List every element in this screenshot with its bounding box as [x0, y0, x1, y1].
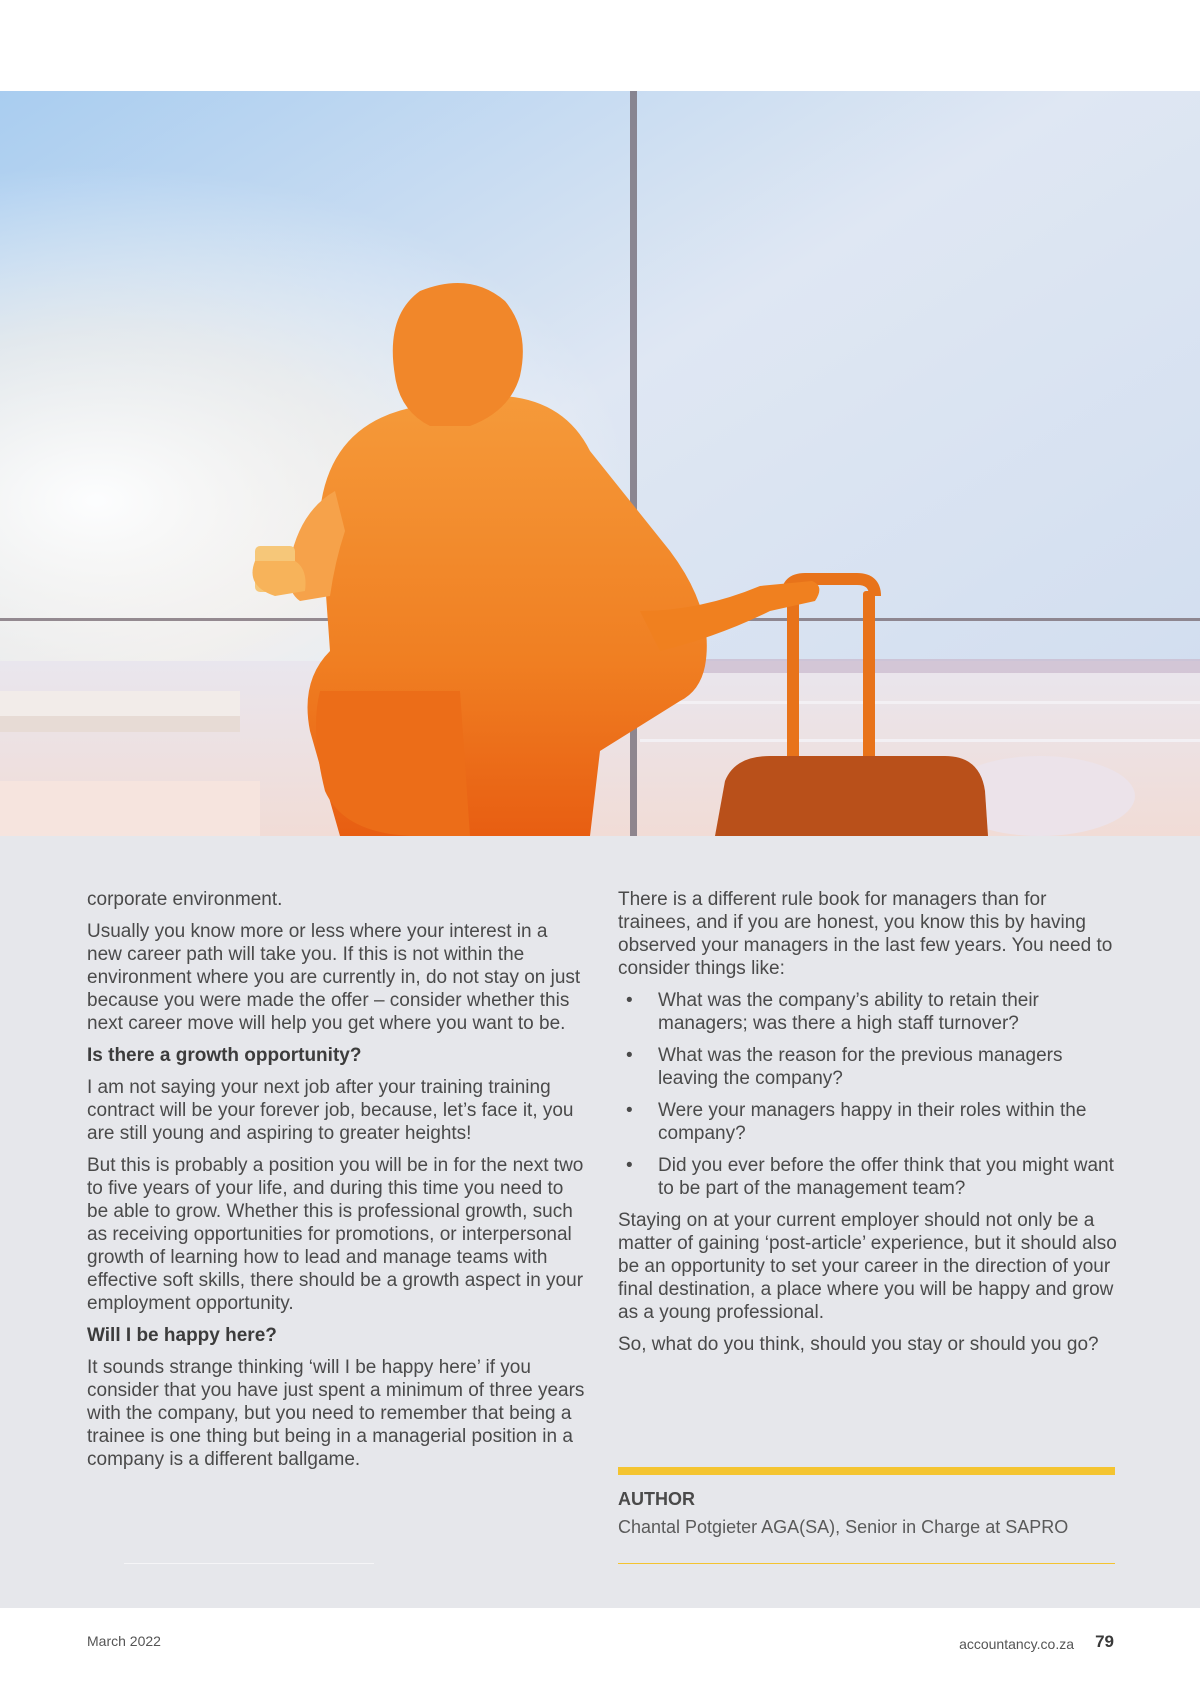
paragraph: There is a different rule book for managers than for trainees, and if you are honest, you know this by having observed your managers in the last few years. You need to consider things like:	[618, 889, 1113, 979]
list-item	[618, 1154, 1118, 1200]
hero-photo	[0, 91, 1200, 836]
list-item	[618, 989, 1118, 1035]
paragraph: It sounds strange thinking ‘will I be happy here’ if you consider that you have just spent a minimum of three years with the company, but you need to remember that being a trainee is one thing but being in a managerial position in a company is a different ballgame.	[87, 1357, 585, 1470]
page-number: 79	[1095, 1632, 1114, 1651]
list-item-text: What was the reason for the previous managers leaving the company?	[658, 1045, 1063, 1089]
considerations-list	[618, 989, 1118, 1200]
paragraph: Usually you know more or less where your interest in a new career path will take you. If this is not within the environment where you are currently in, do not stay on just because you were made the offer – consider whether this next career move will help you get where you want to be.	[87, 921, 581, 1034]
author-accent-bar	[618, 1467, 1115, 1475]
section-heading-happy: Will I be happy here?	[87, 1325, 277, 1346]
left-column	[87, 888, 587, 1480]
bullet-icon: •	[626, 990, 633, 1011]
paragraph: corporate environment.	[87, 889, 283, 910]
author-name: Chantal Potgieter AGA(SA), Senior in Charge at SAPRO	[618, 1517, 1069, 1537]
traveller-silhouette-illustration	[0, 91, 1200, 836]
bullet-icon: •	[626, 1100, 633, 1121]
right-column	[618, 888, 1118, 1365]
divider	[124, 1563, 374, 1564]
author-label: AUTHOR	[618, 1489, 695, 1509]
article-body	[0, 836, 1200, 1608]
list-item-text: Were your managers happy in their roles within the company?	[658, 1100, 1087, 1144]
paragraph: Staying on at your current employer should not only be a matter of gaining ‘post-article’ experience, but it should also be an opportunity to set your career in the direction of your final destination, a place where you will be happy and grow as a young professional.	[618, 1210, 1117, 1323]
bullet-icon: •	[626, 1155, 633, 1176]
author-divider	[618, 1563, 1115, 1564]
list-item	[618, 1044, 1118, 1090]
footer-date: March 2022	[87, 1633, 161, 1649]
paragraph: So, what do you think, should you stay or should you go?	[618, 1334, 1099, 1355]
section-heading-growth: Is there a growth opportunity?	[87, 1045, 362, 1066]
list-item-text: Did you ever before the offer think that you might want to be part of the management team?	[658, 1155, 1114, 1199]
paragraph: I am not saying your next job after your training training contract will be your forever job, because, let’s face it, you are still young and aspiring to greater heights!	[87, 1077, 574, 1144]
list-item-text: What was the company’s ability to retain their managers; was there a high staff turnover?	[658, 990, 1039, 1034]
list-item	[618, 1099, 1118, 1145]
paragraph: But this is probably a position you will be in for the next two to five years of your life, and during this time you need to be able to grow. Whether this is professional growth, such as receiving opportunities for promotions, or interpersonal growth of learning how to lead and manage teams with effective soft skills, there should be a growth aspect in your employment opportunity.	[87, 1155, 584, 1314]
bullet-icon: •	[626, 1045, 633, 1066]
footer-site-link[interactable]: accountancy.co.za	[959, 1636, 1074, 1652]
